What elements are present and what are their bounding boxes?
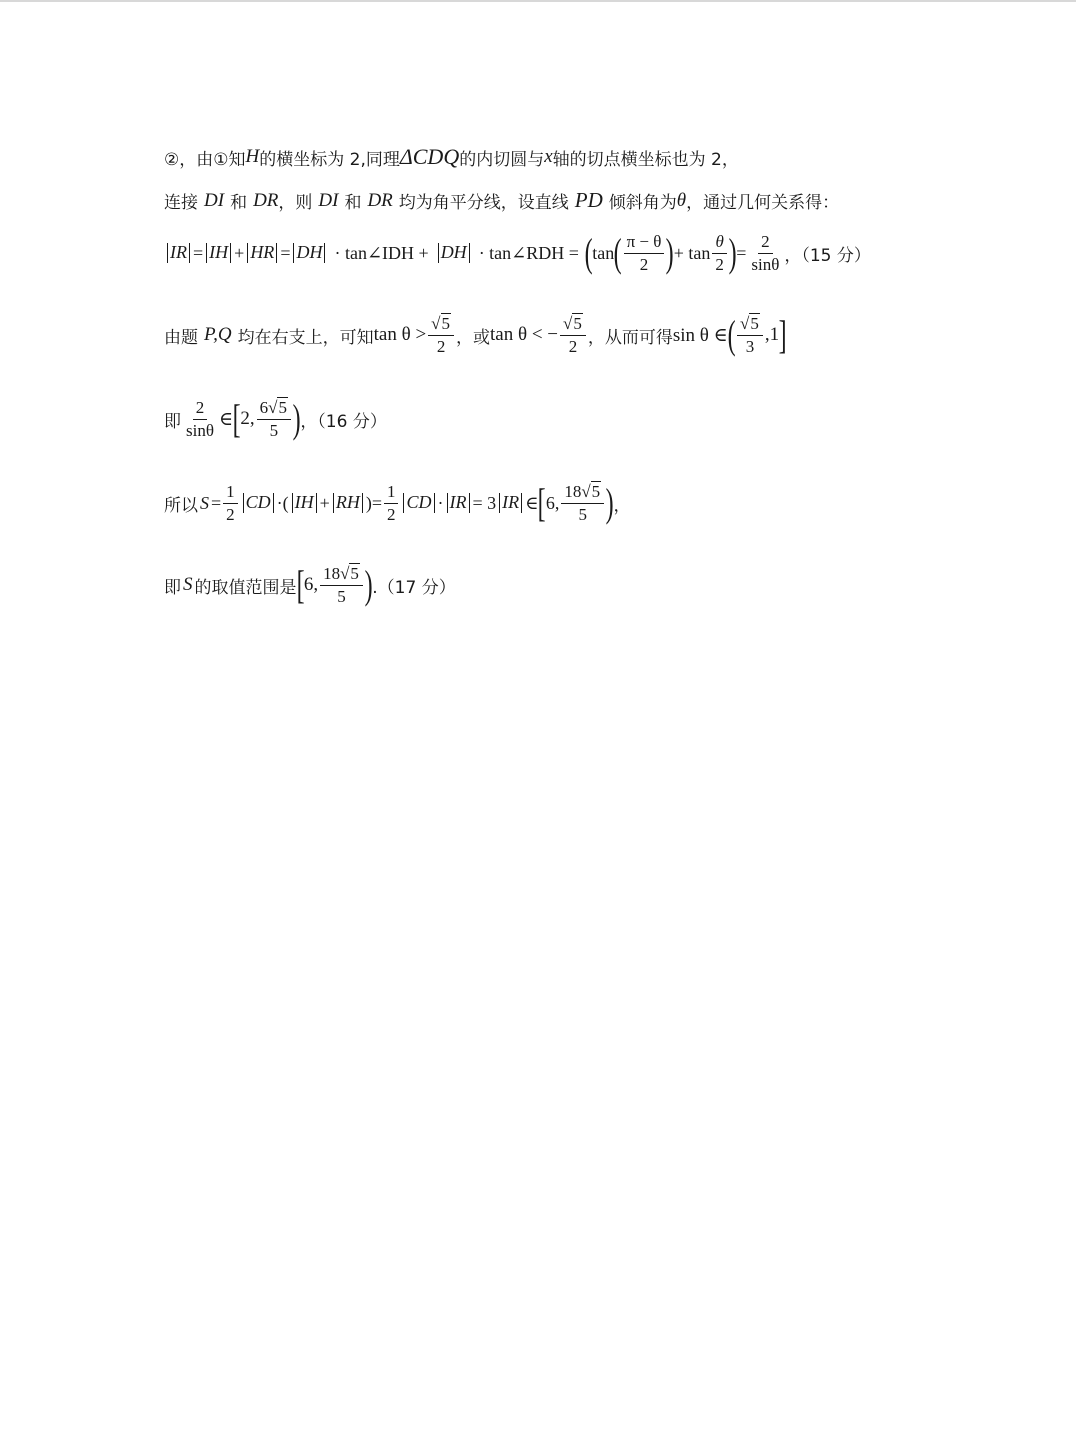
fraction-sqrt5-over-3: $\frac{√5}{3}$ [737, 314, 763, 356]
var-di: DI [318, 189, 339, 211]
text: ，通过几何关系得： [686, 193, 840, 213]
var-s: S [200, 492, 209, 513]
interval-start: 6, [545, 492, 560, 513]
abs-cd: CD [403, 493, 434, 513]
interval-start: 2, [240, 408, 255, 430]
interval-end: ,1 [764, 324, 780, 346]
operator: = [736, 242, 747, 263]
abs-ir: IR [499, 493, 522, 513]
score-note: ，（16 分） [300, 411, 387, 432]
text: ， [613, 495, 631, 516]
solution-line-4: 由题 P,Q 均在右支上，可知 tan θ > $\frac{√5}{2}$ ，或 tan θ < − $\frac{√5}{2}$ ，从而可得 sin θ ∈ ( $\frac{√5}{3}$ ,1 ] [164, 312, 787, 358]
fraction-18sqrt5-over-5: $\frac{18√5}{5}$ [561, 482, 604, 524]
operator: = [193, 242, 204, 263]
text: 即 [164, 411, 181, 432]
text: 均为角平分线，设直线 [398, 193, 569, 213]
text: 的取值范围是 [194, 577, 297, 598]
fraction-2-over-sin-theta: $\frac{2}{\sin\theta}$ [186, 398, 214, 440]
fraction-one-half: $\frac{1}{2}$ [223, 482, 238, 524]
operator: = [280, 242, 291, 263]
text: 的横坐标为 2,同理 [259, 149, 400, 170]
operator: = [371, 492, 382, 513]
var-s: S [183, 574, 193, 596]
var-x: x [544, 146, 553, 167]
operator: ∈ [525, 492, 539, 513]
abs-hr: HR [247, 243, 277, 263]
text: 和 [230, 193, 248, 213]
solution-line-7: 即 S 的取值范围是 [ 6, $\frac{18√5}{5}$ ) .（17 分） [164, 562, 456, 608]
top-border [0, 0, 1076, 2]
operator: ) [365, 492, 372, 513]
abs-dh: DH [438, 243, 470, 263]
fraction-sqrt5-over-2: $\frac{√5}{2}$ [560, 314, 586, 356]
abs-ih: IH [292, 493, 317, 513]
tan-theta-gt: tan θ > [373, 324, 427, 346]
text: 的内切圆与 [459, 149, 545, 170]
interval-start: 6, [303, 574, 319, 596]
tan: + tan [673, 242, 711, 263]
solution-line-3: IR = IH + HR = DH · tan∠IDH + DH · tan∠RDH = ( tan ( $\frac{\pi - \theta}{2}$ ) + tan $\frac{\theta}{2}$ ) = $\frac{2}{\sin\theta}$ ，（15 分） [164, 232, 871, 274]
abs-cd: CD [243, 493, 274, 513]
solution-line-5: 即 $\frac{2}{\sin\theta}$ ∈ [ 2, $\frac{6√5}{5}$ ) ，（16 分） [164, 396, 387, 442]
score-note: ，（15 分） [784, 245, 871, 266]
solution-line-2 [164, 188, 839, 213]
tan: tan [592, 242, 615, 263]
fraction-18sqrt5-over-5: $\frac{18√5}{5}$ [320, 564, 363, 606]
text: 均在右支上，可知 [237, 327, 374, 348]
operator: = 3 [472, 492, 497, 513]
text: ，从而可得 [587, 327, 673, 348]
operator: · [437, 492, 444, 513]
var-di: DI [204, 189, 225, 211]
text: 和 [344, 193, 362, 213]
text: 所以 [164, 495, 198, 516]
abs-ih: IH [206, 243, 231, 263]
operator: + [319, 492, 330, 513]
var-pq: P,Q [204, 324, 232, 346]
text: ，或 [456, 327, 491, 348]
solution-line-1 [164, 144, 739, 170]
fraction-theta-over-2: $\frac{\theta}{2}$ [712, 232, 727, 274]
solution-line-6: 所以 S = $\frac{1}{2}$ CD ·( IH + RH ) = $\frac{1}{2}$ CD · IR = 3 IR ∈ [ 6, $\frac{18√5}{5}$ ) ， [164, 480, 631, 526]
operator: = [211, 492, 222, 513]
fraction-6sqrt5-over-5: $\frac{6√5}{5}$ [257, 398, 291, 440]
var-h: H [245, 146, 260, 167]
abs-ir: IR [447, 493, 470, 513]
var-dr: DR [253, 189, 279, 211]
text: 倾斜角为 [608, 193, 677, 213]
sin-theta-in: sin θ ∈ [672, 324, 728, 346]
abs-rh: RH [333, 493, 363, 513]
text: 由题 [164, 327, 198, 348]
text: 轴的切点横坐标也为 2， [552, 149, 739, 170]
tan-theta-lt: tan θ < − [490, 324, 559, 346]
operator: + [234, 242, 245, 263]
fraction-one-half: $\frac{1}{2}$ [384, 482, 399, 524]
var-dr: DR [367, 189, 393, 211]
text: ，则 [278, 193, 313, 213]
var-pd: PD [574, 188, 603, 212]
score-note: .（17 分） [372, 577, 456, 598]
text: 即 [164, 577, 181, 598]
tan-rdh: · tan∠RDH = [478, 242, 579, 263]
fraction-2-over-sin-theta: $\frac{2}{\sin\theta}$ [751, 232, 780, 274]
operator: ∈ [218, 408, 234, 430]
text: 连接 [164, 193, 198, 213]
abs-dh: DH [293, 243, 325, 263]
fraction-pi-minus-theta-over-2: $\frac{\pi - \theta}{2}$ [624, 232, 665, 274]
text: ②，由①知 [164, 149, 246, 170]
triangle-cdq: ΔCDQ [399, 144, 460, 169]
fraction-sqrt5-over-2: $\frac{√5}{2}$ [428, 314, 454, 356]
abs-ir: IR [167, 243, 190, 263]
var-theta: θ [676, 189, 687, 211]
operator: ·( [276, 492, 289, 513]
tan-idh: · tan∠IDH + [334, 242, 429, 263]
